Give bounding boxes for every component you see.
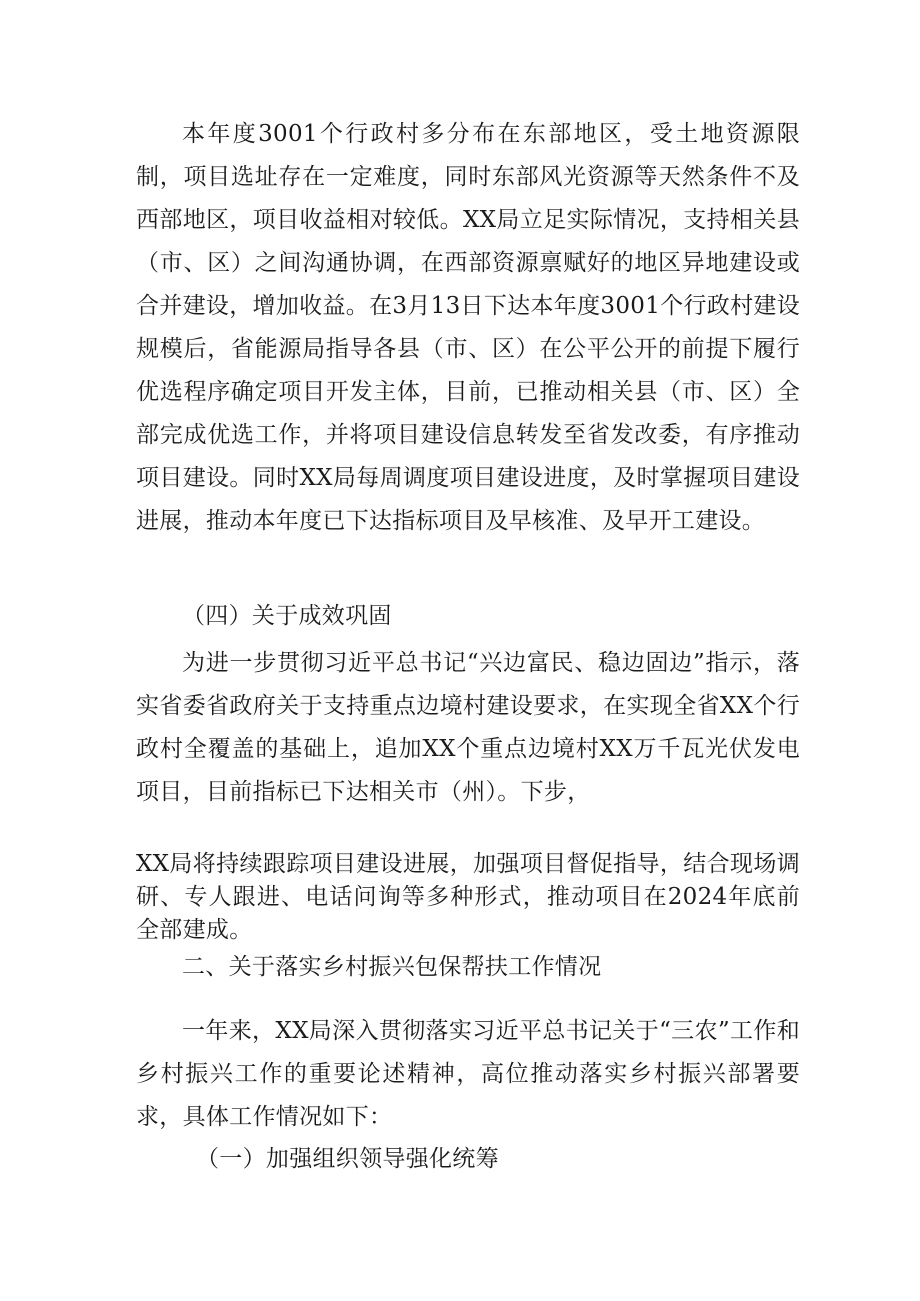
- heading-results-consolidation: （四）关于成效巩固: [182, 603, 392, 629]
- paragraph-border-villages: 为进一步贯彻习近平总书记“兴边富民、稳边固边”指示，落实省委省政府关于支持重点边境村建设要求，在实现全省XX个行政村全覆盖的基础上，追加XX个重点边境村XX万千瓦光伏发电项目，目前指标已下达相关市（州）。下步，: [136, 650, 800, 805]
- section-heading-rural-revitalization: 二、关于落实乡村振兴包保帮扶工作情况: [182, 954, 602, 980]
- paragraph-rural-revitalization-intro: 一年来，XX局深入贯彻落实习近平总书记关于“三农”工作和乡村振兴工作的重要论述精神，高位推动落实乡村振兴部署要求，具体工作情况如下：: [136, 1018, 800, 1130]
- paragraph-project-siting: 本年度3001个行政村多分布在东部地区，受土地资源限制，项目选址存在一定难度，同时东部风光资源等天然条件不及西部地区，项目收益相对较低。XX局立足实际情况，支持相关县（市、区）之间沟通协调，在西部资源禀赋好的地区异地建设或合并建设，增加收益。在3月13日下达本年度3001个行政村建设规模后，省能源局指导各县（市、区）在公平公开的前提下履行优选程序确定项目开发主体，目前，已推动相关县（市、区）全部完成优选工作，并将项目建设信息转发至省发改委，有序推动项目建设。同时XX局每周调度项目建设进度，及时掌握项目建设进展，推动本年度已下达指标项目及早核准、及早开工建设。: [136, 121, 800, 534]
- subheading-organization-leadership: （一）加强组织领导强化统筹: [196, 1146, 499, 1172]
- paragraph-follow-up: XX局将持续跟踪项目建设进展，加强项目督促指导，结合现场调研、专人跟进、电话问询等多种形式，推动项目在2024年底前全部建成。: [136, 851, 800, 943]
